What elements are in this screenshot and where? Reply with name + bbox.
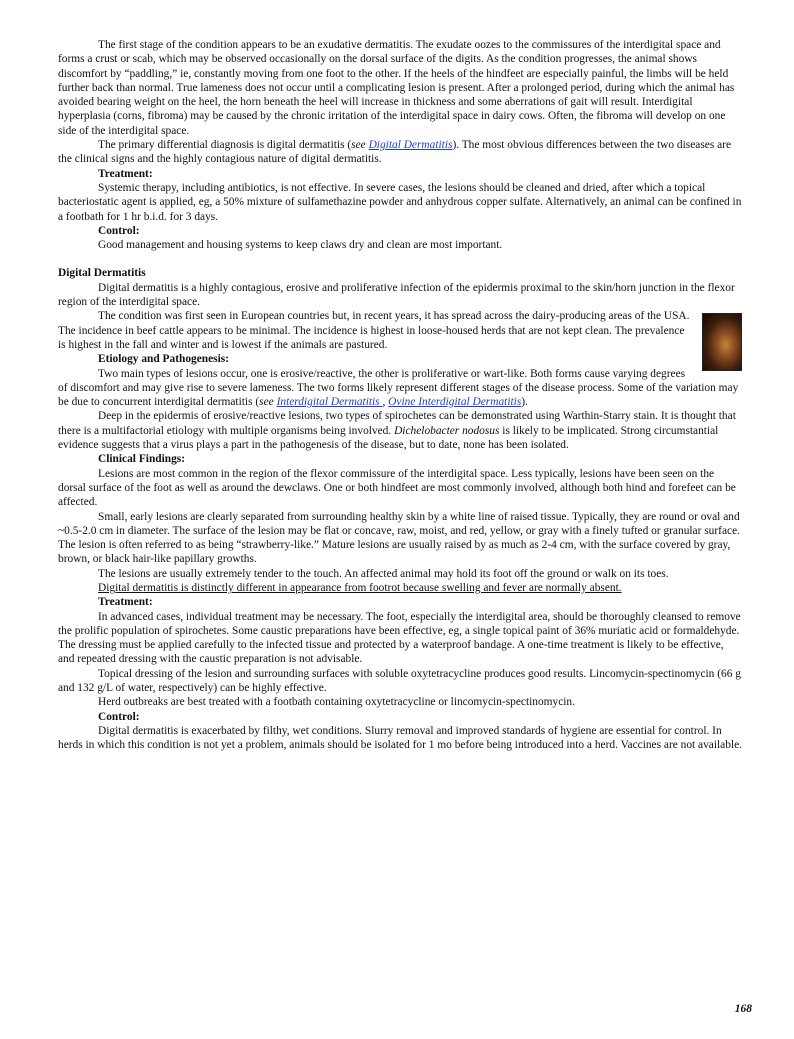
link-interdigital-dermatitis[interactable]: Interdigital Dermatitis [276, 396, 383, 409]
link-digital-dermatitis[interactable]: Digital Dermatitis [368, 139, 453, 152]
paragraph: Lesions are most common in the region of the flexor commissure of the interdigital space. Less typically, lesions have been seen on the dorsal surface of the foot as well as around the dewclaws. One or both hindfeet are most commonly involved, although both hind and forefeet can be affected. [58, 467, 736, 509]
paragraph: The first stage of the condition appears to be an exudative dermatitis. The exudate oozes to the commissures of the interdigital space and forms a crust or scab, which may be observed occasionally on the dorsal surface of the digits. As the condition progresses, the animal shows discomfort by “paddling,” ie, constantly moving from one foot to the other. If the heels of the hindfeet are especially painful, the limbs will be held further back than normal. True lameness does not occur until a complicating lesion is present. After a prolonged period, during which the animal has avoided bearing weight on the heel, the horn beneath the heel will increase in thickness and some aberrations of gait will result. Interdigital hyperplasia (corns, fibroma) may be caused by the chronic irritation of the interdigital space in dairy cows. Often, the fibroma will develop on one side of the interdigital space. [58, 39, 735, 137]
spacer [58, 252, 742, 266]
paragraph: The primary differential diagnosis is digital dermatitis (see Digital Dermatitis). The most obvious differences between the two diseases are the clinical signs and the highly contagious nature of digital dermatitis. [58, 139, 732, 166]
paragraph: Systemic therapy, including antibiotics, is not effective. In severe cases, the lesions should be cleaned and dried, after which a topical bacteriostatic agent is applied, eg, a 50% mixture of sulfamethazine powder and anhydrous copper sulfate. Alternatively, an animal can be confined in a footbath for 1 hr b.i.d. for 3 days. [58, 181, 742, 223]
section-heading: Control: [98, 224, 140, 237]
paragraph: Digital dermatitis is a highly contagious, erosive and proliferative infection of the epidermis proximal to the skin/horn junction in the flexor region of the interdigital space. [58, 281, 735, 309]
lesion-photo [702, 313, 742, 371]
paragraph: Digital dermatitis is distinctly different in appearance from footrot because swelling and fever are normally absent. [98, 581, 622, 594]
paragraph: Digital dermatitis is exacerbated by filthy, wet conditions. Slurry removal and improved standards of hygiene are essential for control. In herds in which this condition is not yet a problem, animals should be isolated for 1 mo before being introduced into a herd. Vaccines are not available. [58, 724, 742, 752]
page-number: 168 [734, 1003, 752, 1015]
paragraph: Topical dressing of the lesion and surrounding surfaces with soluble oxytetracycline produces good results. Lincomycin-spectinomycin (66 g and 132 g/L of water, respectively) can be highly effective. [58, 667, 741, 695]
paragraph: Deep in the epidermis of erosive/reactive lesions, two types of spirochetes can be demonstrated using Warthin-Starry stain. It is thought that there is a multifactorial etiology with multiple organisms being involved. Dichelobacter nodosus is likely to be implicated. Strong circumstantial evidence suggests that a virus plays a part in the pathogenesis of the disease, but to date, none has been isolated. [58, 410, 736, 452]
section-heading: Clinical Findings: [98, 453, 186, 466]
section-heading: Etiology and Pathogenesis: [98, 353, 230, 366]
paragraph: Small, early lesions are clearly separated from surrounding healthy skin by a white line of raised tissue. Typically, they are round or oval and ~0.5-2.0 cm in diameter. The surface of the lesion may be flat or concave, raw, moist, and red, yellow, or gray with a finely tufted or granular surface. The lesion is often referred to as being “strawberry-like.” Mature lesions are usually raised by as much as 2-4 cm, with the surface covered by gray, brown, or black hair-like papillary growths. [58, 510, 740, 566]
paragraph: Two main types of lesions occur, one is erosive/reactive, the other is proliferative or wart-like. Both forms cause varying degrees of discomfort and may give rise to severe lameness. The two forms likely represent different stages of the disease process. Some of the variation may be due to concurrent interdigital dermatitis (see Interdigital Dermatitis , Ovine Interdigital Dermatitis). [58, 367, 739, 409]
section-heading: Treatment: [98, 167, 153, 180]
section-heading: Treatment: [98, 596, 153, 609]
paragraph: Herd outbreaks are best treated with a footbath containing oxytetracycline or lincomycin-spectinomycin. [98, 696, 575, 709]
page-body [58, 38, 742, 753]
link-ovine-interdigital-dermatitis[interactable]: Ovine Interdigital Dermatitis [388, 396, 522, 409]
paragraph: In advanced cases, individual treatment may be necessary. The foot, especially the interdigital area, should be thoroughly cleansed to remove the prolific population of spirochetes. Some caustic preparations have been effective, eg, a single topical paint of 36% muriatic acid or formaldehyde. The dressing must be applied carefully to the infected tissue and protected by a waterproof bandage. A one-time treatment is likely to be effective, and repeated dressing with the caustic preparation is not advisable. [58, 610, 741, 666]
paragraph: The lesions are usually extremely tender to the touch. An affected animal may hold its foot off the ground or walk on its toes. [98, 567, 669, 580]
section-heading: Control: [98, 710, 140, 723]
section-title: Digital Dermatitis [58, 267, 146, 280]
paragraph: The condition was first seen in European countries but, in recent years, it has spread across the dairy-producing areas of the USA. The incidence in beef cattle appears to be minimal. The incidence is highest in loose-housed herds that are not kept clean. The prevalence is highest in the fall and winter and is lowest if the animals are pastured. [58, 310, 690, 351]
paragraph: Good management and housing systems to keep claws dry and clean are most important. [98, 239, 503, 252]
